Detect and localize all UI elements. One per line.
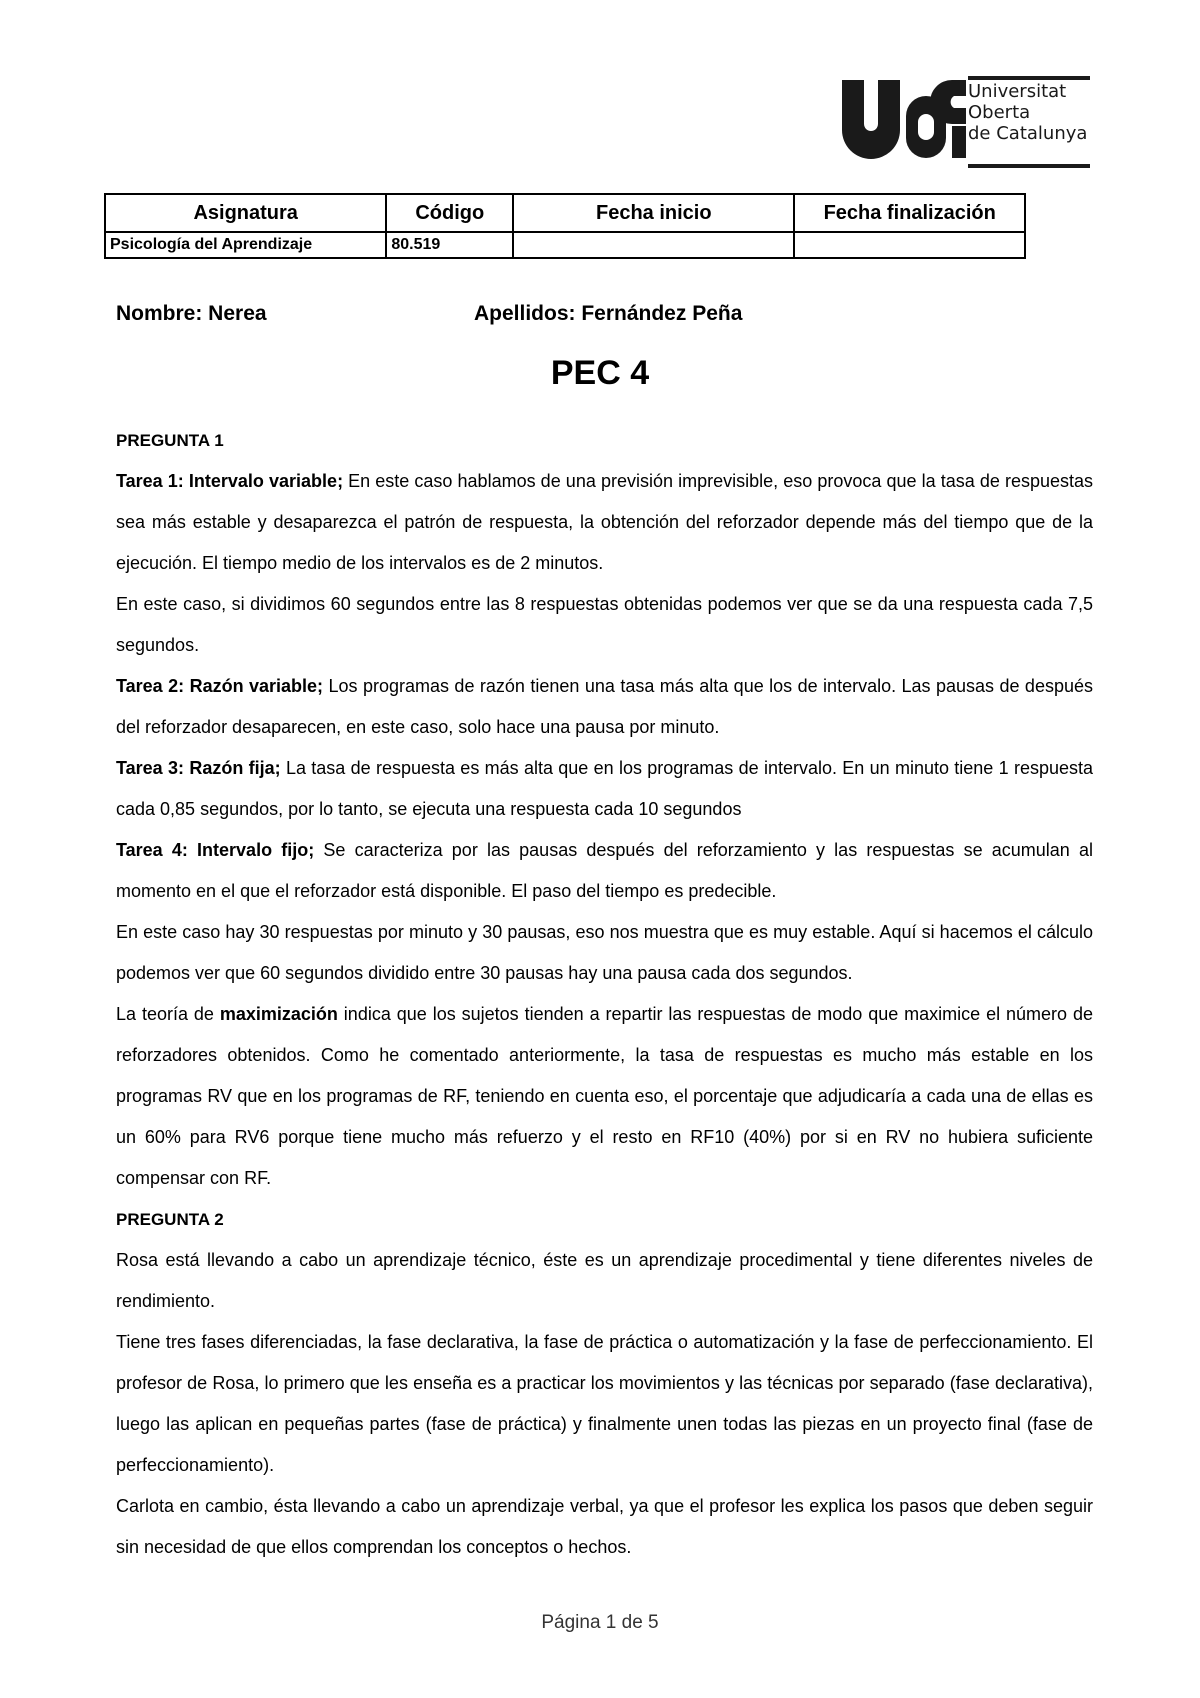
task-1-label: Tarea 1: Intervalo variable; xyxy=(116,471,344,491)
cell-fecha-finalizacion xyxy=(794,232,1025,258)
logo-line-2: Oberta xyxy=(968,102,1031,123)
logo-rule-bottom xyxy=(968,164,1090,168)
task-2-text: Los programas de razón tienen una tasa más alta que los de intervalo. Las pausas de después del reforzador desaparecen, en este caso, solo hace una pausa por minuto. xyxy=(116,676,1093,737)
cell-asignatura: Psicología del Aprendizaje xyxy=(105,232,386,258)
uoc-logo-mark xyxy=(840,76,968,170)
maximization-term: maximización xyxy=(219,1004,338,1024)
document-body xyxy=(116,420,1093,1568)
task-3-label: Tarea 3: Razón fija; xyxy=(116,758,281,778)
task-4-calculation: En este caso hay 30 respuestas por minuto y 30 pausas, eso nos muestra que es muy estable. Aquí si hacemos el cálculo podemos ver que 60 segundos dividido entre 30 pausas hay una pausa cada dos segundos. xyxy=(116,922,1093,983)
header-fecha-inicio: Fecha inicio xyxy=(513,194,794,232)
task-3-text: La tasa de respuesta es más alta que en los programas de intervalo. En un minuto tiene 1 respuesta cada 0,85 segundos, por lo tanto, se ejecuta una respuesta cada 10 segundos xyxy=(116,758,1093,819)
course-info-table xyxy=(104,193,1026,259)
logo-wordmark xyxy=(968,81,1087,144)
header-fecha-finalizacion: Fecha finalización xyxy=(794,194,1025,232)
question-1-heading: PREGUNTA 1 xyxy=(116,431,224,450)
student-first-name: Nombre: Nerea xyxy=(116,302,267,325)
cell-codigo: 80.519 xyxy=(386,232,513,258)
page-title: PEC 4 xyxy=(550,354,650,392)
task-3-paragraph xyxy=(116,748,1093,830)
cell-fecha-inicio xyxy=(513,232,794,258)
table-header-row xyxy=(105,194,1025,232)
logo-line-3: de Catalunya xyxy=(968,123,1088,144)
maximization-intro: La teoría de xyxy=(116,1004,220,1024)
logo-rule-top xyxy=(968,76,1090,80)
question-2-paragraph-1: Rosa está llevando a cabo un aprendizaje técnico, éste es un aprendizaje procedimental y tiene diferentes niveles de rendimiento. xyxy=(116,1250,1093,1311)
header-asignatura: Asignatura xyxy=(105,194,386,232)
maximization-paragraph xyxy=(116,994,1093,1199)
question-2-paragraph-3: Carlota en cambio, ésta llevando a cabo un aprendizaje verbal, ya que el profesor les explica los pasos que deben seguir sin necesidad de que ellos comprendan los conceptos o hechos. xyxy=(116,1496,1093,1557)
logo-line-1: Universitat xyxy=(968,81,1067,102)
header-codigo: Código xyxy=(386,194,513,232)
student-last-name: Apellidos: Fernández Peña xyxy=(474,302,743,325)
question-2-paragraph-2: Tiene tres fases diferenciadas, la fase declarativa, la fase de práctica o automatización y la fase de perfeccionamiento. El profesor de Rosa, lo primero que les enseña es a practicar los movimientos y las técnicas por separado (fase declarativa), luego las aplican en pequeñas partes (fase de práctica) y finalmente unen todas las piezas en un proyecto final (fase de perfeccionamiento). xyxy=(116,1332,1093,1475)
task-4-paragraph xyxy=(116,830,1093,912)
task-4-text: Se caracteriza por las pausas después del reforzamiento y las respuestas se acumulan al momento en el que el reforzador está disponible. El paso del tiempo es predecible. xyxy=(116,840,1093,901)
question-2-heading: PREGUNTA 2 xyxy=(116,1210,224,1229)
table-row xyxy=(105,232,1025,258)
task-2-paragraph xyxy=(116,666,1093,748)
task-4-label: Tarea 4: Intervalo fijo; xyxy=(116,840,315,860)
task-1-paragraph xyxy=(116,461,1093,584)
task-2-label: Tarea 2: Razón variable; xyxy=(116,676,324,696)
task-1-text: En este caso hablamos de una previsión imprevisible, eso provoca que la tasa de respuestas sea más estable y desaparezca el patrón de respuesta, la obtención del reforzador depende más del tiempo que de la ejecución. El tiempo medio de los intervalos es de 2 minutos. xyxy=(116,471,1093,573)
maximization-text: indica que los sujetos tienden a repartir las respuestas de modo que maximice el número de reforzadores obtenidos. Como he comentado anteriormente, la tasa de respuestas es mucho más estable en los programas RV que en los programas de RF, teniendo en cuenta eso, el porcentaje que adjudicaría a cada una de ellas es un 60% para RV6 porque tiene mucho más refuerzo y el resto en RF10 (40%) por si en RV no hubiera suficiente compensar con RF. xyxy=(116,1004,1093,1188)
uoc-logo xyxy=(840,76,1090,170)
page-number: Página 1 de 5 xyxy=(541,1612,659,1633)
task-1-calculation: En este caso, si dividimos 60 segundos entre las 8 respuestas obtenidas podemos ver que se da una respuesta cada 7,5 segundos. xyxy=(116,594,1093,655)
